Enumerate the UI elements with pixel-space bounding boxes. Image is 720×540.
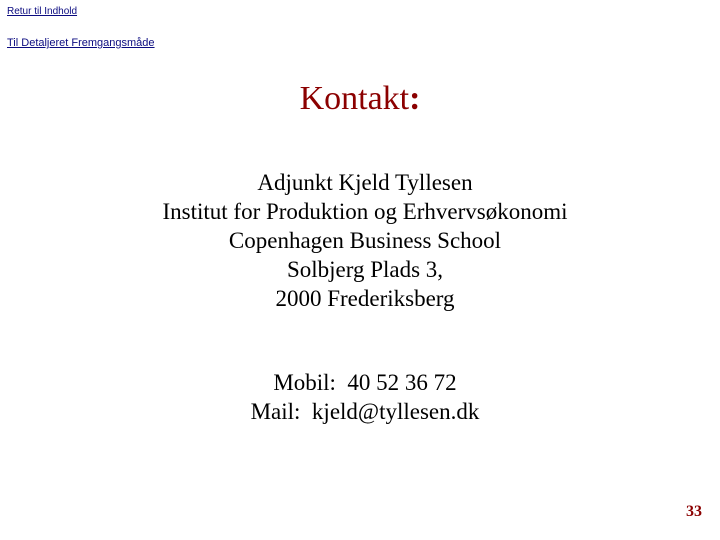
contact-phone-mail-block [0,368,720,426]
slide-title-colon: : [409,80,421,117]
contact-street: Solbjerg Plads 3, [286,257,444,282]
page-number: 33 [686,503,702,520]
slide-title-text: Kontakt [299,80,410,117]
contact-address-block [0,168,720,313]
contact-phone: Mobil: 40 52 36 72 [273,370,457,395]
back-to-contents-link[interactable]: Retur til Indhold [7,6,78,17]
contact-institute: Institut for Produktion og Erhvervsøkonomi [162,199,568,224]
contact-mail: Mail: kjeld@tyllesen.dk [250,399,480,424]
contact-school: Copenhagen Business School [228,228,502,253]
contact-city: 2000 Frederiksberg [275,286,455,311]
detailed-procedure-link[interactable]: Til Detaljeret Fremgangsmåde [7,37,155,49]
slide-title [0,80,720,118]
contact-name: Adjunkt Kjeld Tyllesen [257,170,473,195]
